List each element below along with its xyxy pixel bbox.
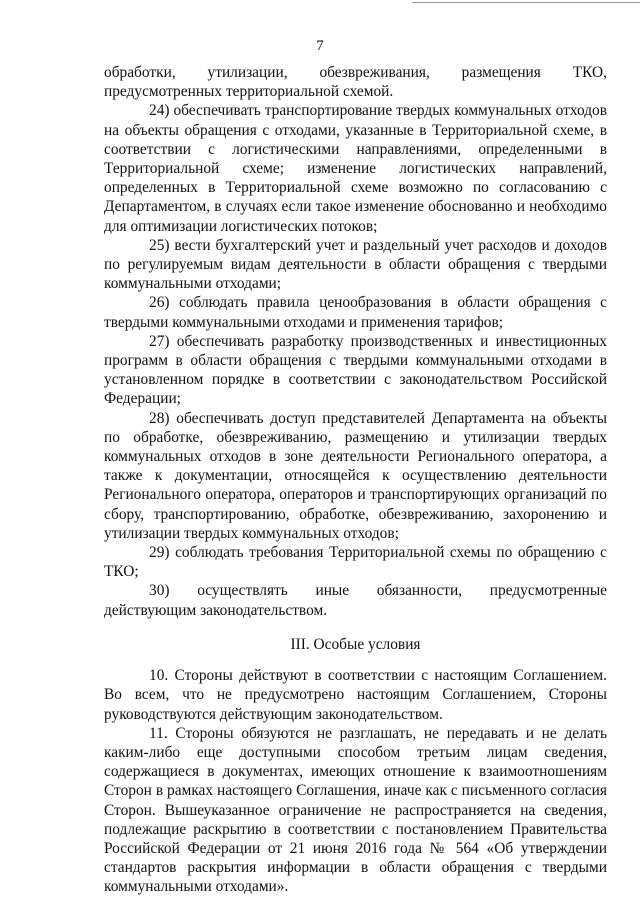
obligation-item-28: 28) обеспечивать доступ представителей Департамента на объекты по обработке, обезвреживанию, размещению и утилизации твердых коммунальных отходов в зоне деятельности Регионального оператора, а также к документации, относящейся к осуществлению деятельности Регионального оператора, операторов и транспортирующих организаций по сбору, транспортированию, обработке, обезвреживанию, захоронению и утилизации твердых коммунальных отходов; [104,409,607,542]
obligation-item-25: 25) вести бухгалтерский учет и раздельный учет расходов и доходов по регулируемым видам деятельности в области обращения с твердыми коммунальными отходами; [104,236,607,293]
clause-11: 11. Стороны обязуются не разглашать, не передавать и не делать каким-либо еще доступными способом третьим лицам сведения, содержащиеся в документах, имеющих отношение к взаимоотношениям Сторон в рамках настоящего Соглашения, иначе как с письменного согласия Сторон. Вышеуказанное ограничение не распространяется на сведения, подлежащие раскрытию в соответствии с постановлением Правительства Российской Федерации от 21 июня 2016 года № 564 «Об утверждении стандартов раскрытия информации в области обращения с твердыми коммунальными отходами». [104,724,607,896]
lead-paragraph: обработки, утилизации, обезвреживания, размещения ТКО, предусмотренных территориальной схемой. [104,64,607,101]
scan-top-rule [412,2,640,3]
obligation-item-30: 30) осуществлять иные обязанности, предусмотренные действующим законодательством. [104,582,607,619]
clause-10: 10. Стороны действуют в соответствии с настоящим Соглашением. Во всем, что не предусмотрено настоящим Соглашением, Стороны руководствуются действующим законодательством. [104,667,607,723]
section-title: III. Особые условия [290,635,421,653]
obligation-item-26: 26) соблюдать правила ценообразования в области обращения с твердыми коммунальными отходами и применения тарифов; [104,294,607,331]
page-number: 7 [316,38,324,54]
obligation-item-24: 24) обеспечивать транспортирование твердых коммунальных отходов на объекты обращения с отходами, указанные в Территориальной схеме, в соответствии с логистическими направлениями, определенными в Территориальной схеме; изменение логистических направлений, определенных в Территориальной схеме возможно по согласованию с Департаментом, в случаях если такое изменение обоснованно и необходимо для оптимизации логистических потоков; [104,102,607,235]
obligation-item-29: 29) соблюдать требования Территориальной схемы по обращению с ТКО; [104,544,607,581]
document-body [104,63,607,897]
obligation-item-27: 27) обеспечивать разработку производственных и инвестиционных программ в области обращения с твердыми коммунальными отходами в установленном порядке в соответствии с законодательством Российской Федерации; [104,332,607,408]
